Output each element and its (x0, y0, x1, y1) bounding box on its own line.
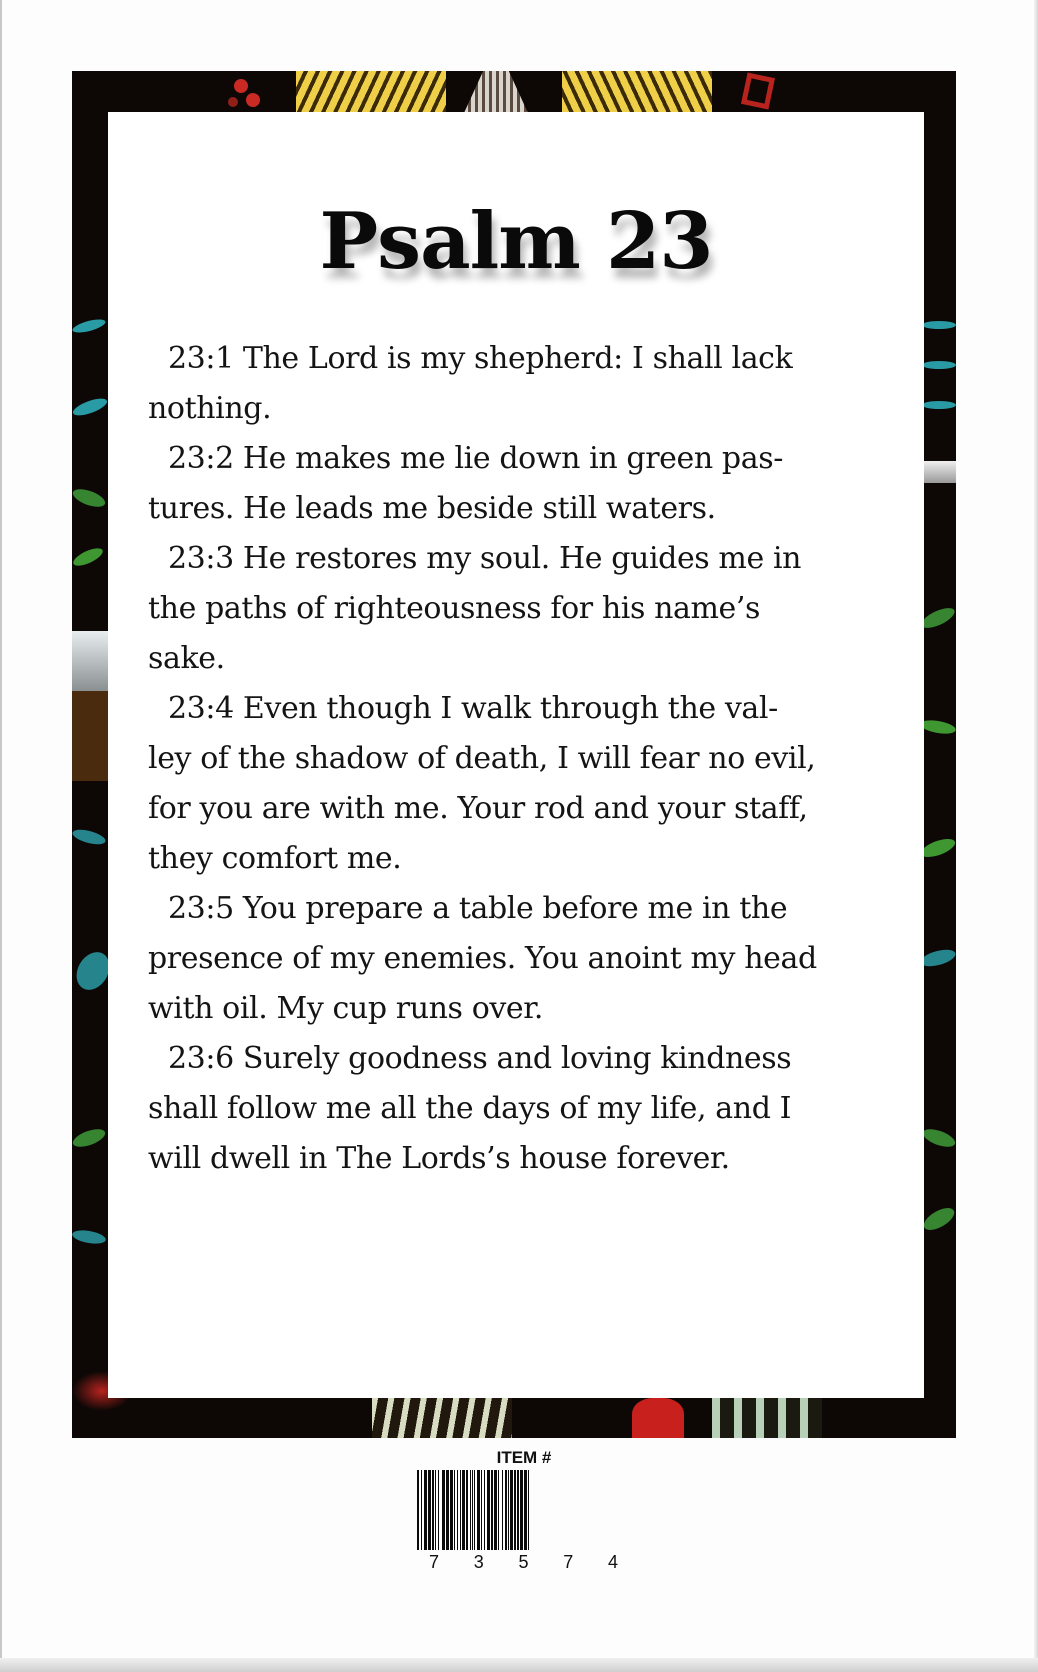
leaf-decoration (72, 1228, 107, 1246)
verse-23-1 (148, 334, 900, 434)
verse-line: nothing. (148, 391, 272, 426)
page-edge-right (1034, 0, 1038, 1672)
leaf-decoration (919, 947, 956, 970)
verse-line: the paths of righteousness for his name’s (148, 591, 761, 626)
verse-line: with oil. My cup runs over. (148, 991, 544, 1026)
brown-wood-decoration (72, 691, 108, 781)
barcode-bars (417, 1470, 630, 1550)
robe-folds-decoration (712, 1398, 822, 1438)
red-jewel-decoration (234, 79, 248, 93)
verse-23-2 (148, 434, 900, 534)
white-cloth-decoration (922, 461, 956, 483)
leaf-decoration (922, 361, 956, 369)
dove-decoration (464, 71, 528, 113)
barcode-digits (417, 1552, 630, 1573)
leaf-decoration (72, 827, 107, 847)
verse-line: 23:5 You prepare a table before me in the (168, 891, 788, 926)
page-title: Psalm 23 (319, 196, 713, 287)
barcode-digit: 7 (429, 1552, 440, 1572)
page-edge-left (0, 0, 2, 1672)
leaf-decoration (919, 718, 956, 736)
verses-body (148, 334, 900, 1184)
red-jewel-decoration (246, 93, 260, 107)
barcode-bar (529, 1470, 531, 1550)
verse-line: 23:4 Even though I walk through the val- (168, 691, 778, 726)
verse-23-3 (148, 534, 900, 684)
verse-line: shall follow me all the days of my life, and I (148, 1091, 792, 1126)
verse-line: presence of my enemies. You anoint my head (148, 941, 817, 976)
leaf-decoration (72, 1126, 107, 1151)
leaf-decoration (919, 604, 956, 632)
leaf-decoration (920, 1204, 956, 1235)
verse-line: 23:6 Surely goodness and loving kindness (168, 1041, 792, 1076)
verse-line: tures. He leads me beside still waters. (148, 491, 716, 526)
verse-23-4 (148, 684, 900, 884)
item-number-label: ITEM # (496, 1448, 552, 1467)
page-edge-bottom (0, 1658, 1038, 1672)
red-jewel-decoration (228, 97, 238, 107)
verse-23-6 (148, 1034, 900, 1184)
barcode-digit: 7 (563, 1552, 574, 1572)
leaf-decoration (919, 835, 956, 860)
verse-line: they comfort me. (148, 841, 402, 876)
verse-23-5 (148, 884, 900, 1034)
barcode-digit: 3 (473, 1552, 484, 1572)
verse-line: 23:1 The Lord is my shepherd: I shall lack (168, 341, 793, 376)
verse-line: for you are with me. Your rod and your staff, (148, 791, 808, 826)
leaf-decoration (72, 545, 105, 569)
verse-line: sake. (148, 641, 225, 676)
robe-folds-decoration (372, 1398, 512, 1438)
golden-rays-right (562, 71, 712, 113)
barcode-digit: 4 (607, 1552, 618, 1572)
golden-rays-left (296, 71, 446, 113)
red-robe-decoration (632, 1398, 684, 1438)
verse-line: will dwell in The Lords’s house forever. (148, 1141, 730, 1176)
leaf-decoration (921, 1126, 956, 1151)
white-cloth-decoration (72, 631, 108, 691)
leaf-decoration (72, 317, 107, 335)
verse-line: ley of the shadow of death, I will fear no evil, (148, 741, 816, 776)
leaf-decoration (922, 401, 956, 409)
leaf-decoration (922, 321, 956, 329)
barcode-digit: 5 (518, 1552, 529, 1572)
verse-line: 23:2 He makes me lie down in green pas- (168, 441, 783, 476)
red-ornament-decoration (741, 72, 775, 109)
verse-line: 23:3 He restores my soul. He guides me in (168, 541, 802, 576)
leaf-decoration (72, 395, 109, 419)
leaf-decoration (72, 486, 107, 511)
